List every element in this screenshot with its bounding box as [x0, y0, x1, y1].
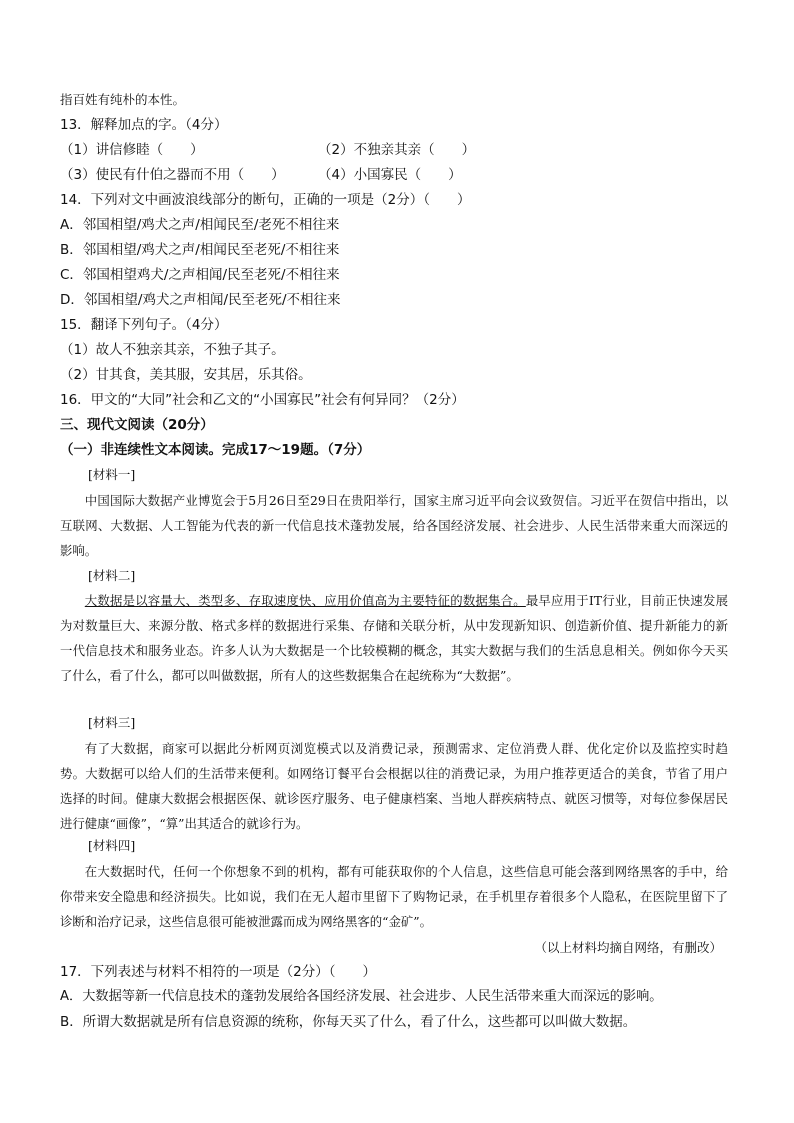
material-3-tag: [材料三] [88, 715, 136, 730]
q14-option-b: B．邻国相望/鸡犬之声/相闻民至老死/不相往来 [60, 242, 340, 258]
top-line: 指百姓有纯朴的本性。 [60, 92, 186, 107]
q14-stem: 14．下列对文中画波浪线部分的断句，正确的一项是（2分）（ ） [60, 192, 471, 208]
material-2-tag: [材料二] [88, 568, 136, 583]
material-2-paragraph [60, 588, 728, 688]
material-4-text: 在大数据时代，任何一个你想象不到的机构，都有可能获取你的个人信息，这些信息可能会落到网络黑客的手中，给你带来安全隐患和经济损失。比如说，我们在无人超市里留下了购物记录，在手机里存着很多个人隐私，在医院里留下了诊断和治疗记录，这些信息很可能被泄露而成为网络黑客的“金矿”。 [60, 864, 728, 929]
q13-item-2: （2）不独亲其亲（ ） [318, 142, 476, 158]
q17-stem: 17．下列表述与材料不相符的一项是（2分）（ ） [60, 964, 377, 980]
q14-option-d: D．邻国相望/鸡犬之声相闻/民至老死/不相往来 [60, 292, 341, 308]
material-1-text: 中国国际大数据产业博览会于5月26日至29日在贵阳举行，国家主席习近平向会议致贺信。习近平在贺信中指出，以互联网、大数据、人工智能为代表的新一代信息技术蓬勃发展，给各国经济发展、社会进步、人民生活带来重大而深远的影响。 [60, 493, 728, 558]
q15-sentence-1: （1）故人不独亲其亲，不独子其子。 [60, 342, 285, 358]
q16-stem: 16．甲文的“大同”社会和乙文的“小国寡民”社会有何异同？（2分） [60, 392, 465, 408]
material-2-underlined: 大数据是以容量大、类型多、存取速度快、应用价值高为主要特征的数据集合。 [84, 593, 526, 608]
material-2-text: 最早应用于IT行业，目前正快速发展为对数量巨大、来源分散、格式多样的数据进行采集、存储和关联分析，从中发现新知识、创造新价值、提升新能力的新一代信息技术和服务业态。许多人认为大数据是一个比较模糊的概念，其实大数据与我们的生活息息相关。例如你今天买了什么，看了什么，都可以叫做数据，所有人的这些数据集合在起统称为“大数据”。 [60, 593, 728, 683]
q14-option-c: C．邻国相望鸡犬/之声相闻/民至老死/不相往来 [60, 267, 340, 283]
part-heading: （一）非连续性文本阅读。完成17～19题。（7分） [60, 442, 371, 458]
q13-item-4: （4）小国寡民（ ） [318, 167, 462, 183]
source-note: （以上材料均摘自网络，有删改） [534, 940, 722, 955]
q13-stem: 13．解释加点的字。（4分） [60, 117, 228, 133]
q13-item-1: （1）讲信修睦（ ） [60, 142, 204, 158]
q15-sentence-2: （2）甘其食，美其服，安其居，乐其俗。 [60, 367, 312, 383]
q17-option-b: B．所谓大数据就是所有信息资源的统称，你每天买了什么，看了什么，这些都可以叫做大数据。 [60, 1014, 637, 1030]
q17-option-a: A．大数据等新一代信息技术的蓬勃发展给各国经济发展、社会进步、人民生活带来重大而深远的影响。 [60, 989, 663, 1004]
q14-option-a: A．邻国相望/鸡犬之声/相闻民至/老死不相往来 [60, 217, 340, 233]
material-3-text: 有了大数据，商家可以据此分析网页浏览模式以及消费记录，预测需求、定位消费人群、优化定价以及监控实时趋势。大数据可以给人们的生活带来便利。如网络订餐平台会根据以往的消费记录，为用户推荐更适合的美食，节省了用户选择的时间。健康大数据会根据医保、就诊医疗服务、电子健康档案、当地人群疾病特点、就医习惯等，对每位参保居民进行健康“画像”，“算”出其适合的就诊行为。 [60, 741, 728, 831]
section-heading: 三、现代文阅读（20分） [60, 417, 214, 433]
material-1-tag: [材料一] [88, 467, 136, 482]
q15-stem: 15．翻译下列句子。（4分） [60, 317, 228, 333]
q13-item-3: （3）使民有什伯之器而不用（ ） [60, 167, 285, 183]
material-4-tag: [材料四] [88, 838, 136, 853]
